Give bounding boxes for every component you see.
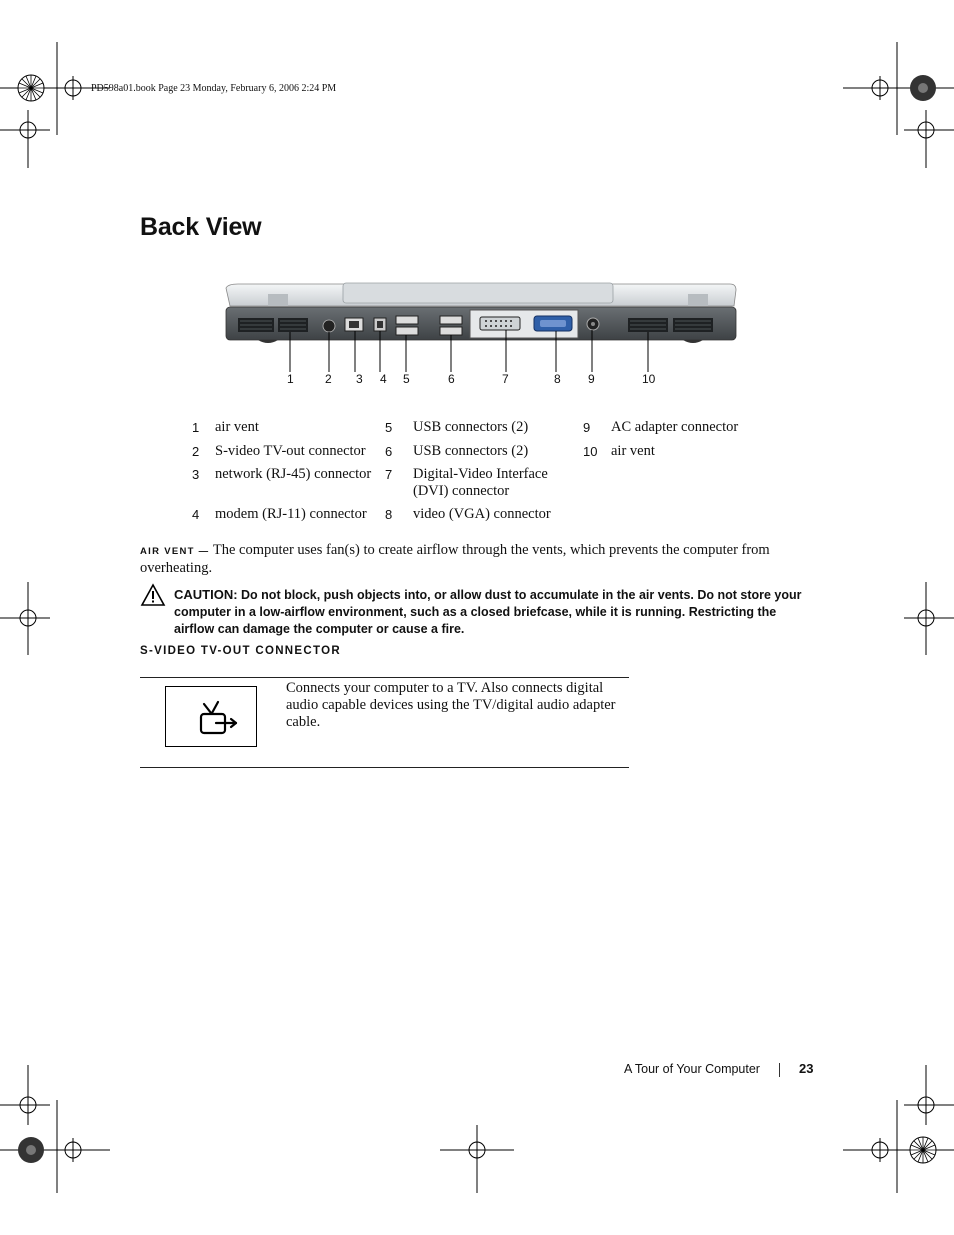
tv-out-icon-box (165, 686, 257, 747)
callout-number: 7 (502, 372, 509, 386)
legend-text: modem (RJ-11) connector (215, 506, 367, 522)
caution-triangle-icon (140, 583, 166, 607)
page-title: Back View (140, 213, 262, 241)
callout-number: 10 (642, 372, 656, 386)
legend-text: Digital-Video Interface (DVI) connector (413, 466, 548, 499)
caution-note (174, 586, 814, 638)
print-header: PD598a01.book Page 23 Monday, February 6, 2006 2:24 PM (91, 83, 337, 94)
legend-number: 1 (192, 420, 200, 435)
table-bottom-rule (140, 767, 629, 768)
legend-text: USB connectors (2) (413, 419, 529, 435)
footer-separator (779, 1063, 780, 1077)
legend-number: 4 (192, 507, 200, 522)
callout-number: 5 (403, 372, 410, 386)
air-vent-paragraph (140, 542, 800, 577)
air-vent-label: AIR VENT — (140, 546, 210, 557)
callout-number: 2 (325, 372, 332, 386)
legend-number: 6 (385, 444, 393, 459)
legend-text: network (RJ-45) connector (215, 466, 372, 482)
tv-out-icon (166, 687, 258, 748)
legend-number: 3 (192, 467, 200, 482)
legend-number: 2 (192, 444, 200, 459)
caution-text: Do not block, push objects into, or allow dust to accumulate in the air vents. Do not store your computer in a low-airflow environment, such as a closed briefcase, while it is running. Restricting the airflow can damage the computer or cause a fire. (174, 588, 802, 636)
registration-mark-icon (18, 75, 44, 101)
callout-number: 4 (380, 372, 387, 386)
table-top-rule (140, 677, 629, 678)
legend-text: video (VGA) connector (413, 506, 551, 522)
callout-number: 1 (287, 372, 294, 386)
footer-section-title: A Tour of Your Computer (624, 1062, 760, 1076)
laptop-back-illustration (218, 280, 748, 395)
legend-text: S-video TV-out connector (215, 443, 366, 459)
caution-label: CAUTION: (174, 587, 238, 602)
legend-text: USB connectors (2) (413, 443, 529, 459)
legend-number: 9 (583, 420, 591, 435)
callout-number: 6 (448, 372, 455, 386)
legend-number: 7 (385, 467, 393, 482)
legend-number: 8 (385, 507, 393, 522)
legend-text: air vent (215, 419, 259, 435)
callout-number: 3 (356, 372, 363, 386)
legend-number: 5 (385, 420, 393, 435)
legend-number: 10 (583, 444, 598, 459)
callout-number: 9 (588, 372, 595, 386)
svideo-heading: S-VIDEO TV-OUT CONNECTOR (140, 645, 341, 657)
page-number: 23 (799, 1061, 814, 1076)
legend-text: AC adapter connector (611, 419, 739, 435)
air-vent-text: The computer uses fan(s) to create airflow through the vents, which prevents the computer from overheating. (140, 542, 770, 576)
legend-text: air vent (611, 443, 655, 459)
svideo-description: Connects your computer to a TV. Also connects digital audio capable devices using the TV/digital audio adapter cable. (286, 680, 616, 730)
callout-number: 8 (554, 372, 561, 386)
